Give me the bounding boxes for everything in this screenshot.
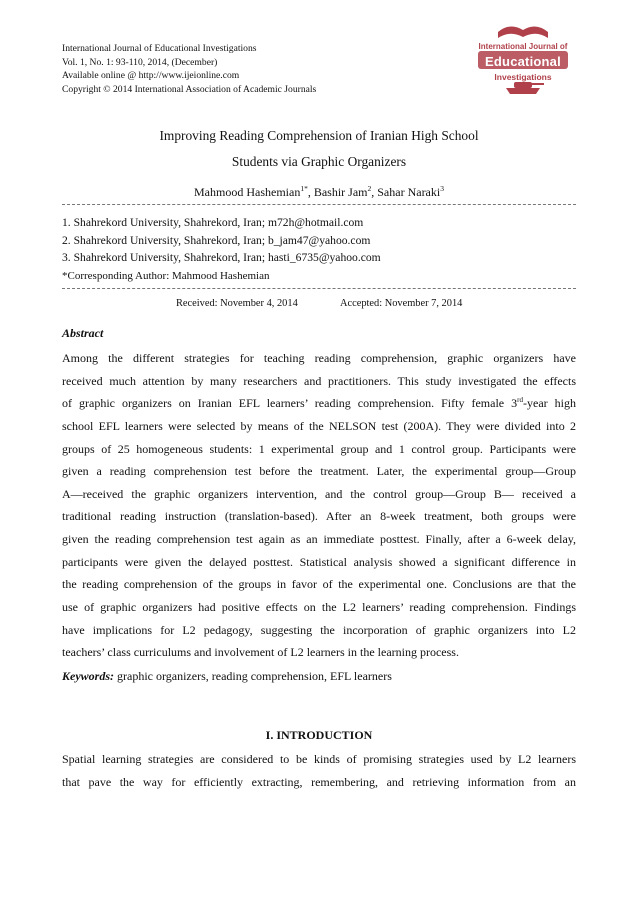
- author-name: Bashir Jam: [313, 185, 368, 199]
- paragraph-line: Among the different strategies for teaching reading comprehension, graphic organizers have: [62, 351, 576, 365]
- author-affiliation-mark: 2: [367, 184, 372, 193]
- abstract-heading: Abstract: [62, 326, 104, 340]
- paragraph-line: have implications for L2 pedagogy, suggesting the incorporation of graphic organizers into L2: [62, 622, 576, 637]
- paper-title-line-2: Students via Graphic Organizers: [231, 154, 407, 169]
- paragraph-line: given a reading comprehension test before the treatment. Later, the experimental group—Group: [62, 464, 576, 479]
- author-name: Sahar Naraki: [377, 185, 441, 199]
- paragraph-line: received much attention by many researchers and practitioners. This study investigated the effects: [62, 373, 576, 388]
- author-affiliation-mark: 3: [440, 184, 444, 193]
- divider: [62, 288, 576, 289]
- paragraph-line: given the reading comprehension test again as an immediate posttest. Finally, after a 6-week delay,: [62, 532, 576, 547]
- received-date: Received: November 4, 2014: [176, 298, 298, 309]
- corresponding-author: *Corresponding Author: Mahmood Hashemian: [62, 270, 270, 282]
- paragraph-line: traditional reading instruction (translation-based). After an 8-week treatment, both groups were: [62, 509, 576, 524]
- paper-title-line-1: Improving Reading Comprehension of Iranian High School: [159, 128, 479, 143]
- paragraph-line: A—received the graphic organizers intervention, and the control group—Group B— received a: [62, 486, 576, 501]
- logo-line-3: Investigations: [494, 72, 552, 82]
- author-separator: ,: [371, 185, 378, 199]
- journal-info: [62, 42, 422, 96]
- logo-line-1: International Journal of: [478, 42, 568, 51]
- accepted-date: Accepted: November 7, 2014: [340, 298, 463, 309]
- keywords: Keywords: graphic organizers, reading comprehension, EFL learners: [62, 669, 392, 683]
- keywords-text: graphic organizers, reading comprehension, EFL learners: [117, 669, 392, 683]
- author-affiliation-mark: 1*: [300, 184, 308, 193]
- author-separator: ,: [307, 185, 314, 199]
- divider: [62, 204, 576, 205]
- paragraph-line: Spatial learning strategies are considered to be kinds of promising strategies used by L2 learners: [62, 752, 576, 766]
- affiliation-item: 2. Shahrekord University, Shahrekord, Iran; b_jam47@yahoo.com: [62, 233, 371, 247]
- journal-logo: [468, 14, 578, 100]
- paragraph-line: that pave the way for efficiently extracting, remembering, and retrieving information from an: [62, 774, 576, 789]
- paragraph-line: of graphic organizers on Iranian EFL learners’ reading comprehension. Fifty female 3rd-year high: [62, 396, 576, 411]
- abstract-body: [62, 347, 576, 664]
- journal-volume: Vol. 1, No. 1: 93-110, 2014, (December): [62, 56, 218, 68]
- book-icon: [498, 26, 548, 38]
- paragraph-line: participants were given the delayed posttest. Statistical analysis showed a significant difference in: [62, 554, 576, 569]
- paragraph-line: school EFL learners were selected by means of the NELSON test (200A). They were divided into 2: [62, 418, 576, 433]
- journal-url: Available online @ http://www.ijeionline.com: [62, 70, 240, 82]
- keywords-label: Keywords: [62, 669, 110, 683]
- paragraph-line: groups of 25 homogeneous students: 1 experimental group and 1 control group. Participants were: [62, 441, 576, 456]
- affiliations: [62, 214, 381, 267]
- paragraph-line: use of graphic organizers had positive effects on the L2 learners’ reading comprehension. Findings: [62, 600, 576, 615]
- paragraph-line: the reading comprehension of the groups in favor of the experimental one. Conclusions are that the: [62, 577, 576, 592]
- tank-icon: [506, 88, 540, 94]
- section-heading: I. INTRODUCTION: [265, 728, 373, 742]
- paragraph-line: teachers’ class curriculums and involvement of L2 learners in the learning process.: [62, 645, 459, 660]
- author-list: [0, 184, 638, 200]
- journal-copyright: Copyright © 2014 International Association of Academic Journals: [62, 83, 317, 95]
- author-name: Mahmood Hashemian: [194, 185, 301, 199]
- affiliation-item: 3. Shahrekord University, Shahrekord, Iran; hasti_6735@yahoo.com: [62, 251, 381, 264]
- logo-line-2: Educational: [485, 54, 561, 69]
- affiliation-item: 1. Shahrekord University, Shahrekord, Iran; m72h@hotmail.com: [62, 216, 364, 229]
- ordinal-superscript: rd: [517, 396, 523, 405]
- journal-name: International Journal of Educational Investigations: [62, 43, 257, 54]
- introduction-body: [62, 748, 576, 793]
